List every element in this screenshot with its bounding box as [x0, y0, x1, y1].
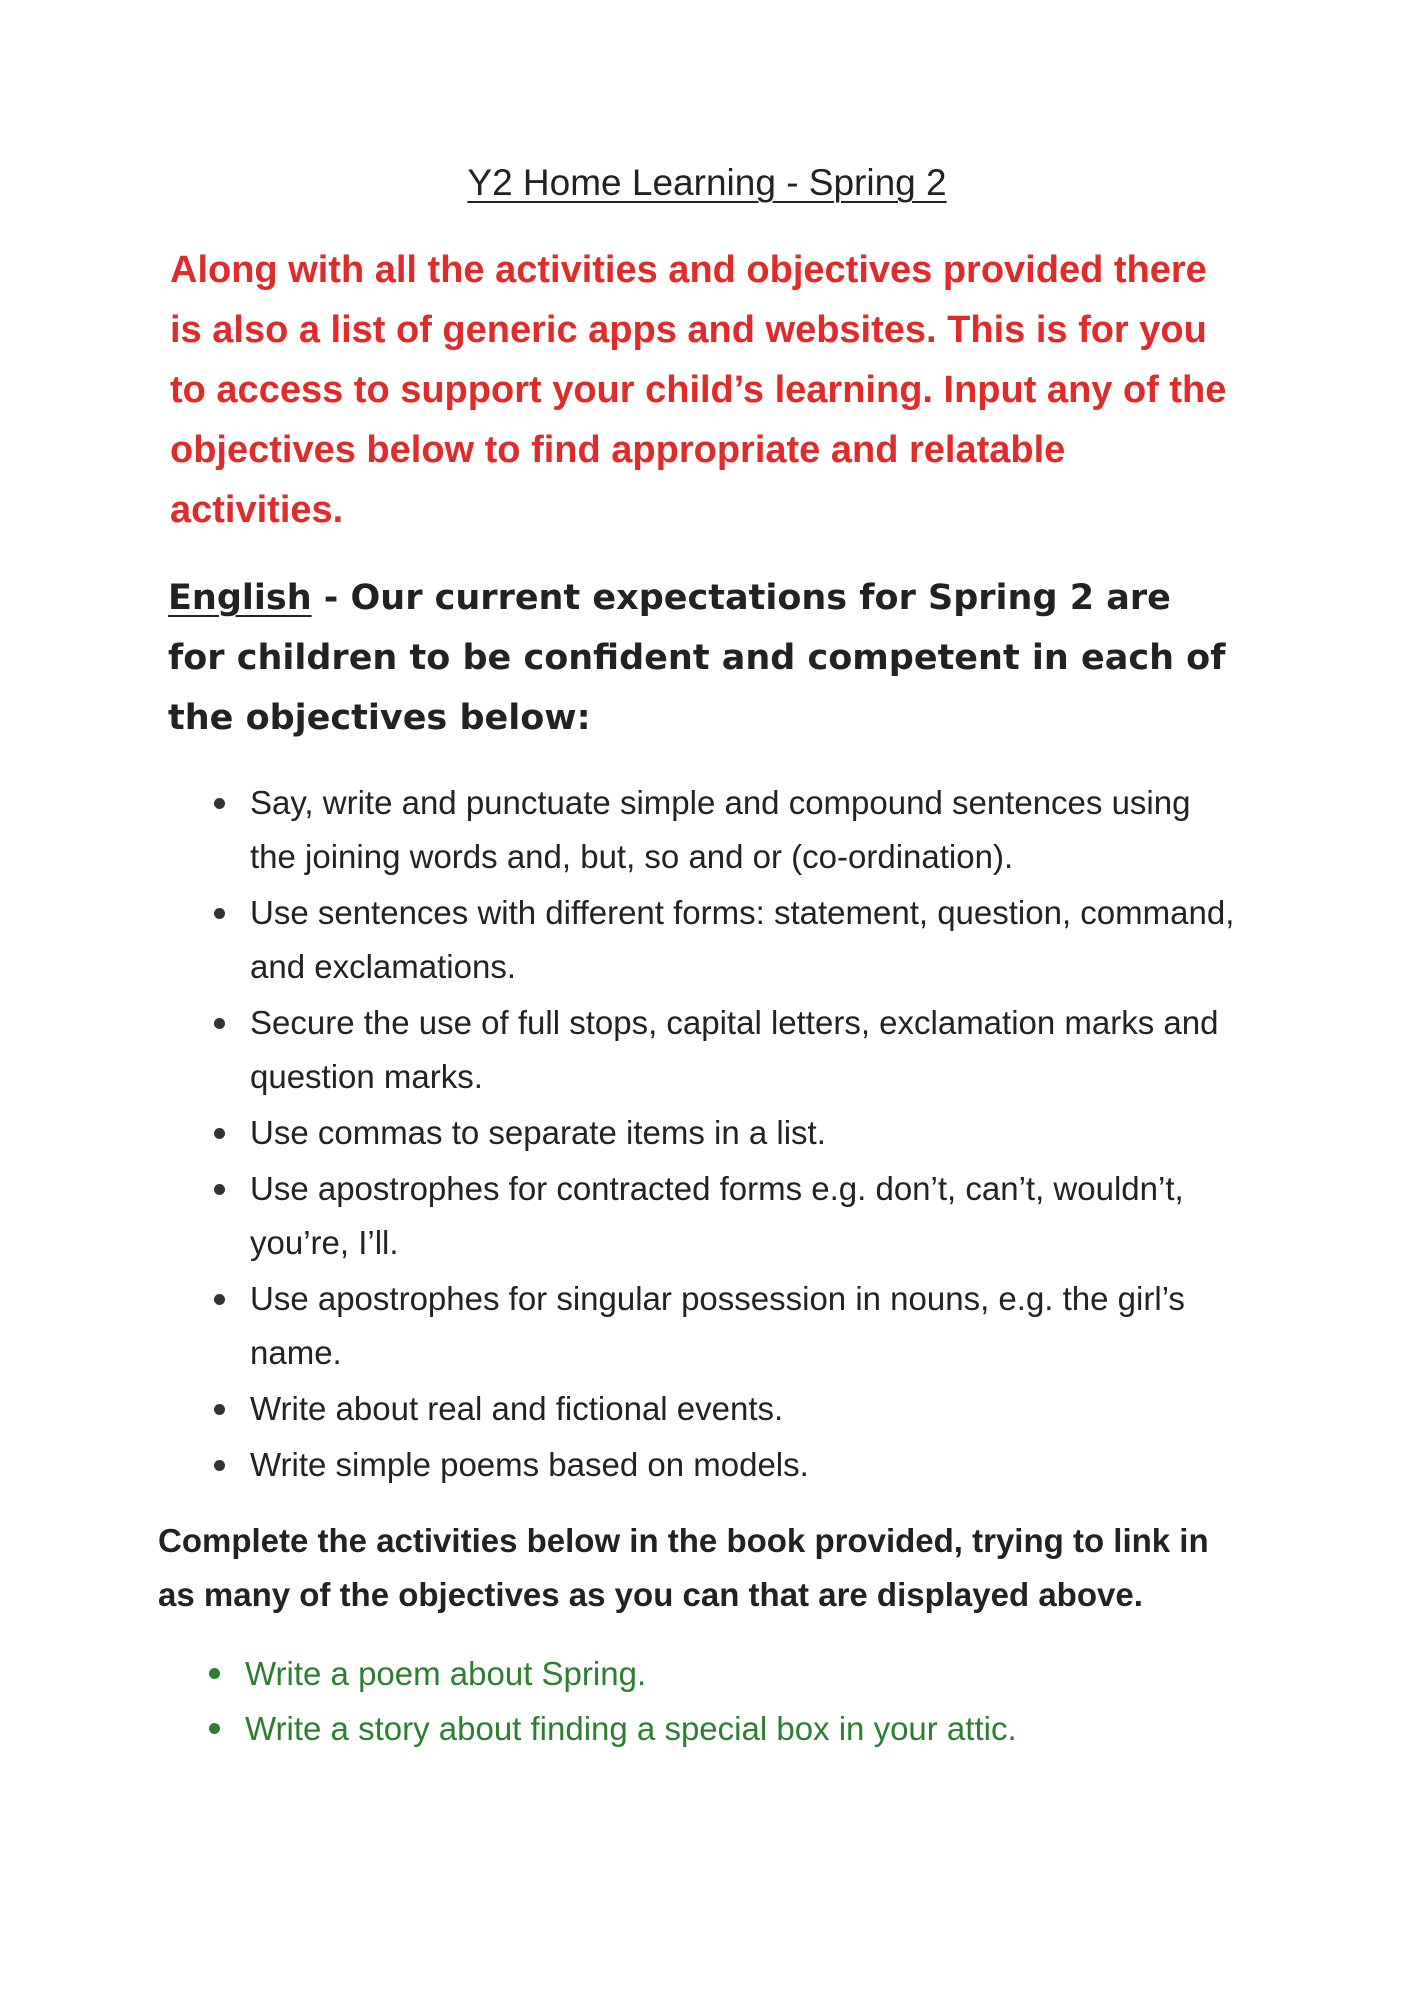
objectives-list: [200, 776, 1240, 1494]
objective-item: [200, 1438, 1240, 1492]
task-text: Write a poem about Spring.: [245, 1655, 647, 1692]
objective-text: Use apostrophes for contracted forms e.g. don’t, can’t, wouldn’t, you’re, I’ll.: [250, 1170, 1184, 1261]
english-expectations: [168, 568, 1228, 748]
objective-text: Secure the use of full stops, capital letters, exclamation marks and question marks.: [250, 1004, 1219, 1095]
task-item: [195, 1646, 1235, 1701]
bullet-icon: [214, 1184, 225, 1195]
task-text: Write a story about finding a special box in your attic.: [245, 1710, 1017, 1747]
page-title: [0, 162, 1414, 204]
bullet-icon: [209, 1723, 220, 1734]
tasks-list: [195, 1646, 1235, 1756]
objective-item: [200, 996, 1240, 1104]
page-title-text: Y2 Home Learning - Spring 2: [467, 162, 947, 203]
objective-text: Say, write and punctuate simple and compound sentences using the joining words and, but, so and or (co-ordination).: [250, 784, 1191, 875]
objective-item: [200, 776, 1240, 884]
english-expectations-text: - Our current expectations for Spring 2 are for children to be confident and competent in each of the objectives below:: [168, 578, 1226, 738]
objective-text: Use commas to separate items in a list.: [250, 1114, 826, 1151]
bullet-icon: [214, 1018, 225, 1029]
bullet-icon: [209, 1668, 220, 1679]
objective-item: [200, 1162, 1240, 1270]
intro-paragraph: Along with all the activities and objectives provided there is also a list of generic apps and websites. This is for you to access to support your child’s learning. Input any of the objectives below to find appropriate and relatable activities.: [170, 249, 1227, 531]
bullet-icon: [214, 1404, 225, 1415]
english-subject-heading: English: [168, 578, 312, 618]
objective-text: Write simple poems based on models.: [250, 1446, 809, 1483]
bullet-icon: [214, 798, 225, 809]
bullet-icon: [214, 1128, 225, 1139]
bullet-icon: [214, 1294, 225, 1305]
objective-item: [200, 1272, 1240, 1380]
objective-text: Write about real and fictional events.: [250, 1390, 784, 1427]
bullet-icon: [214, 908, 225, 919]
objective-item: [200, 1106, 1240, 1160]
objective-text: Use sentences with different forms: statement, question, command, and exclamations.: [250, 894, 1235, 985]
objective-text: Use apostrophes for singular possession in nouns, e.g. the girl’s name.: [250, 1280, 1185, 1371]
objective-item: [200, 1382, 1240, 1436]
objective-item: [200, 886, 1240, 994]
activity-instructions: Complete the activities below in the book provided, trying to link in as many of the objectives as you can that are displayed above.: [158, 1522, 1209, 1613]
bullet-icon: [214, 1460, 225, 1471]
task-item: [195, 1701, 1235, 1756]
